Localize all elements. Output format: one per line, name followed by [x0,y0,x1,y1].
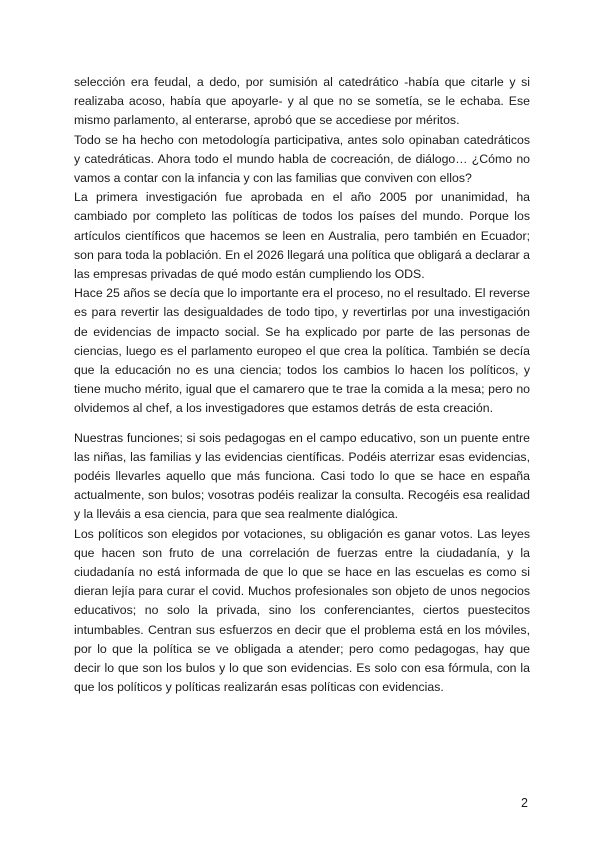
paragraph-spacer [74,419,530,429]
paragraph: Nuestras funciones; si sois pedagogas en el campo educativo, son un puente entre las niñas, las familias y las evidencias científicas. Podéis aterrizar esas evidencias, podéis llevarles aquello que más funciona. Casi todo lo que se hace en españa actualmente, son bulos; vosotras podéis realizar la consulta. Recogéis esa realidad y la lleváis a esa ciencia, para que sea realmente dialógica. [74,430,530,522]
paragraph: Todo se ha hecho con metodología participativa, antes solo opinaban catedráticos y catedráticas. Ahora todo el mundo habla de cocreación, de diálogo… ¿Cómo no vamos a contar con la infancia y con las familias que conviven con ellos? [74,132,530,186]
page-body [74,73,530,698]
page-number: 2 [521,796,528,810]
paragraph: selección era feudal, a dedo, por sumisión al catedrático -había que citarle y si realizaba acoso, había que apoyarle- y al que no se sometía, se le echaba. Ese mismo parlamento, al enterarse, aprobó que se accediese por méritos. [74,75,530,128]
paragraph: Los políticos son elegidos por votaciones, su obligación es ganar votos. Las leyes que hacen son fruto de una correlación de fuerzas entre la ciudadanía, y la ciudadanía no está informada de que lo que se hace en las escuelas es como si dieran lejía para curar el covid. Muchos profesionales son objeto de unos negocios educativos; no solo la privada, sino los conferenciantes, ciertos puestecitos intumbables. Centran sus esfuerzos en decir que el problema está en los móviles, por lo que la política se ve obligada a atender; pero como pedagogas, hay que decir lo que son los bulos y lo que son evidencias. Es solo con esa fórmula, con la que los políticos y políticas realizarán esas políticas con evidencias. [74,526,530,695]
paragraph: La primera investigación fue aprobada en el año 2005 por unanimidad, ha cambiado por completo las políticas de todos los países del mundo. Porque los artículos científicos que hacemos se leen en Australia, pero también en Ecuador; son para toda la población. En el 2026 llegará una política que obligará a declarar a las empresas privadas de qué modo están cumpliendo los ODS. [74,190,530,282]
paragraph: Hace 25 años se decía que lo importante era el proceso, no el resultado. El reverse es para revertir las desigualdades de todo tipo, y revertirlas por una investigación de evidencias de impacto social. Se ha explicado por parte de las personas de ciencias, luego es el parlamento europeo el que crea la política. También se decía que la educación no es una ciencia; todos los cambios lo hacen los políticos, y tiene mucho mérito, igual que el camarero que te trae la comida a la mesa; pero no olvidemos al chef, a los investigadores que estamos detrás de esta creación. [74,286,530,416]
